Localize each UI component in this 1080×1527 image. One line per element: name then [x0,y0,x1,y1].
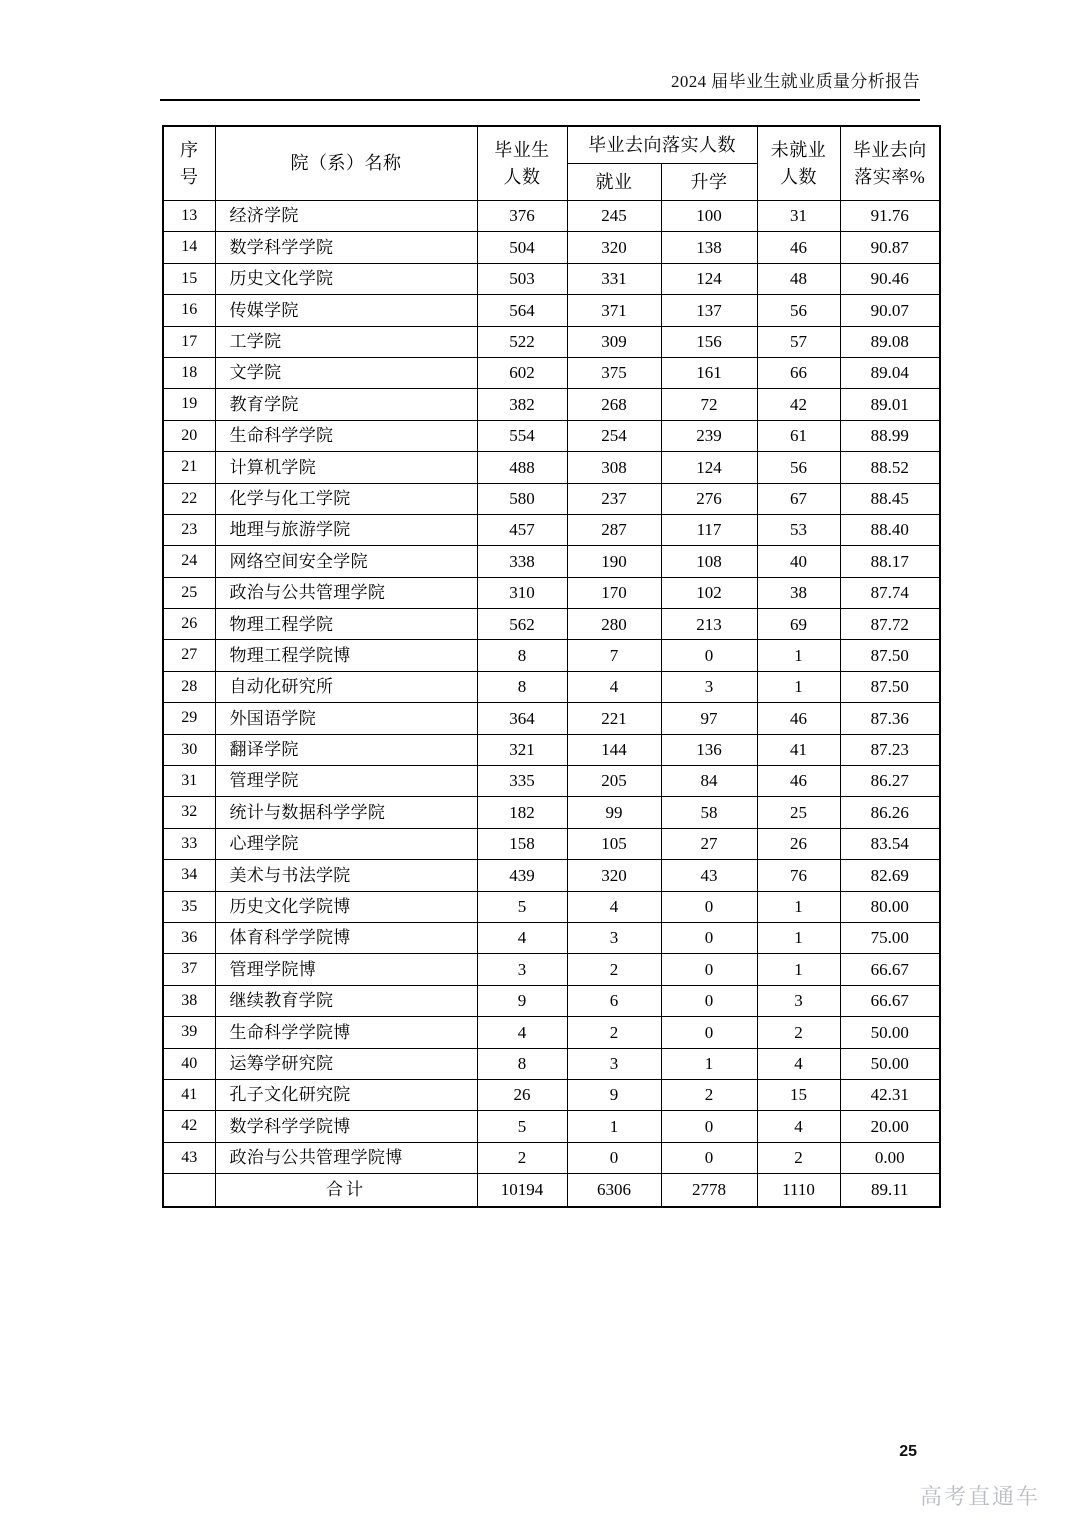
cell-index: 14 [163,232,215,263]
cell-graduates: 335 [477,766,567,797]
table-row [163,577,940,608]
cell-further-study: 0 [661,1142,757,1173]
cell-further-study: 72 [661,389,757,420]
cell-further-study: 0 [661,891,757,922]
cell-employed: 190 [567,546,661,577]
cell-unemployed: 4 [757,1111,840,1142]
cell-index [163,1174,215,1208]
table-row [163,546,940,577]
cell-index: 23 [163,514,215,545]
cell-further-study: 137 [661,295,757,326]
cell-placement-rate: 89.01 [840,389,940,420]
cell-further-study: 0 [661,640,757,671]
cell-index: 16 [163,295,215,326]
cell-placement-rate: 66.67 [840,985,940,1016]
cell-graduates: 364 [477,703,567,734]
cell-index: 36 [163,922,215,953]
cell-placement-rate: 87.74 [840,577,940,608]
cell-index: 40 [163,1048,215,1079]
table-row [163,797,940,828]
cell-index: 30 [163,734,215,765]
cell-graduates: 8 [477,640,567,671]
column-header-graduates-line2: 人数 [503,166,541,187]
cell-further-study: 43 [661,860,757,891]
cell-further-study: 2 [661,1079,757,1110]
cell-employed: 144 [567,734,661,765]
cell-graduates: 3 [477,954,567,985]
cell-index: 29 [163,703,215,734]
cell-index: 26 [163,609,215,640]
cell-index: 21 [163,452,215,483]
cell-placement-rate: 88.52 [840,452,940,483]
cell-unemployed: 1 [757,922,840,953]
cell-further-study: 124 [661,263,757,294]
cell-index: 32 [163,797,215,828]
cell-graduates: 2 [477,1142,567,1173]
table-row [163,1079,940,1110]
employment-table-container [162,125,927,1208]
cell-further-study: 276 [661,483,757,514]
cell-graduates: 439 [477,860,567,891]
table-row [163,766,940,797]
cell-faculty-name: 外国语学院 [215,703,477,734]
cell-index: 15 [163,263,215,294]
cell-faculty-name: 教育学院 [215,389,477,420]
cell-employed: 287 [567,514,661,545]
cell-faculty-name: 历史文化学院 [215,263,477,294]
table-header-row-1 [163,126,940,164]
cell-faculty-name: 政治与公共管理学院 [215,577,477,608]
cell-unemployed: 38 [757,577,840,608]
cell-placement-rate: 42.31 [840,1079,940,1110]
cell-placement-rate: 89.04 [840,357,940,388]
cell-employed: 2 [567,1017,661,1048]
cell-employed: 105 [567,828,661,859]
cell-placement-rate: 88.17 [840,546,940,577]
cell-placement-rate: 20.00 [840,1111,940,1142]
column-header-further-study: 升学 [661,164,757,201]
cell-further-study: 3 [661,671,757,702]
cell-faculty-name: 数学科学学院博 [215,1111,477,1142]
cell-placement-rate: 80.00 [840,891,940,922]
cell-placement-rate: 0.00 [840,1142,940,1173]
cell-unemployed: 56 [757,295,840,326]
cell-faculty-name: 计算机学院 [215,452,477,483]
cell-faculty-name: 翻译学院 [215,734,477,765]
cell-index: 24 [163,546,215,577]
cell-graduates: 321 [477,734,567,765]
cell-graduates: 8 [477,671,567,702]
cell-further-study: 58 [661,797,757,828]
table-body [163,201,940,1208]
cell-index: 27 [163,640,215,671]
table-row [163,295,940,326]
cell-further-study: 239 [661,420,757,451]
cell-graduates: 504 [477,232,567,263]
cell-further-study: 0 [661,922,757,953]
cell-unemployed: 40 [757,546,840,577]
cell-unemployed: 46 [757,703,840,734]
cell-faculty-name: 孔子文化研究院 [215,1079,477,1110]
running-header: 2024 届毕业生就业质量分析报告 [670,72,920,91]
cell-unemployed: 1 [757,954,840,985]
table-row [163,1017,940,1048]
cell-placement-rate: 88.40 [840,514,940,545]
column-header-index-line1: 序 [180,140,199,161]
cell-employed: 9 [567,1079,661,1110]
cell-graduates: 522 [477,326,567,357]
cell-employed: 245 [567,201,661,232]
cell-faculty-name: 数学科学学院 [215,232,477,263]
cell-faculty-name: 历史文化学院博 [215,891,477,922]
cell-placement-rate: 82.69 [840,860,940,891]
cell-placement-rate: 50.00 [840,1017,940,1048]
cell-faculty-name: 运筹学研究院 [215,1048,477,1079]
cell-placement-rate: 89.11 [840,1174,940,1208]
cell-unemployed: 53 [757,514,840,545]
cell-further-study: 100 [661,201,757,232]
cell-employed: 320 [567,232,661,263]
cell-employed: 371 [567,295,661,326]
cell-employed: 1 [567,1111,661,1142]
cell-unemployed: 1 [757,671,840,702]
cell-graduates: 488 [477,452,567,483]
page-number: 25 [899,1443,917,1460]
table-row [163,326,940,357]
cell-further-study: 117 [661,514,757,545]
cell-placement-rate: 90.07 [840,295,940,326]
cell-graduates: 5 [477,1111,567,1142]
table-row [163,420,940,451]
cell-index: 42 [163,1111,215,1142]
column-header-index-line2: 号 [180,166,199,187]
column-header-rate-line2: 落实率% [854,166,926,187]
cell-further-study: 138 [661,232,757,263]
cell-unemployed: 69 [757,609,840,640]
cell-index: 25 [163,577,215,608]
table-row [163,922,940,953]
cell-placement-rate: 66.67 [840,954,940,985]
cell-faculty-name: 合计 [215,1174,477,1208]
cell-further-study: 124 [661,452,757,483]
header-divider-rule [160,99,920,101]
cell-placement-rate: 87.72 [840,609,940,640]
cell-faculty-name: 网络空间安全学院 [215,546,477,577]
cell-faculty-name: 心理学院 [215,828,477,859]
column-header-employed: 就业 [567,164,661,201]
cell-index: 34 [163,860,215,891]
cell-graduates: 158 [477,828,567,859]
cell-index: 28 [163,671,215,702]
cell-placement-rate: 87.36 [840,703,940,734]
cell-employed: 375 [567,357,661,388]
cell-index: 31 [163,766,215,797]
cell-employed: 7 [567,640,661,671]
cell-faculty-name: 经济学院 [215,201,477,232]
cell-faculty-name: 地理与旅游学院 [215,514,477,545]
column-header-placement-rate [840,126,940,201]
cell-employed: 3 [567,922,661,953]
cell-unemployed: 46 [757,232,840,263]
cell-unemployed: 1 [757,640,840,671]
cell-faculty-name: 美术与书法学院 [215,860,477,891]
cell-further-study: 136 [661,734,757,765]
cell-further-study: 108 [661,546,757,577]
cell-employed: 99 [567,797,661,828]
cell-faculty-name: 文学院 [215,357,477,388]
table-row [163,734,940,765]
cell-placement-rate: 87.50 [840,671,940,702]
cell-employed: 0 [567,1142,661,1173]
cell-placement-rate: 50.00 [840,1048,940,1079]
cell-employed: 6 [567,985,661,1016]
cell-employed: 205 [567,766,661,797]
watermark: 高考直通车 [919,1484,1040,1509]
cell-index: 17 [163,326,215,357]
table-header [163,126,940,201]
cell-faculty-name: 统计与数据科学学院 [215,797,477,828]
cell-graduates: 457 [477,514,567,545]
cell-graduates: 564 [477,295,567,326]
table-row [163,263,940,294]
cell-faculty-name: 生命科学学院 [215,420,477,451]
cell-unemployed: 2 [757,1017,840,1048]
cell-unemployed: 15 [757,1079,840,1110]
cell-placement-rate: 86.27 [840,766,940,797]
cell-placement-rate: 90.46 [840,263,940,294]
cell-placement-rate: 83.54 [840,828,940,859]
cell-graduates: 554 [477,420,567,451]
cell-index: 41 [163,1079,215,1110]
cell-employed: 254 [567,420,661,451]
cell-graduates: 562 [477,609,567,640]
cell-faculty-name: 物理工程学院 [215,609,477,640]
cell-faculty-name: 物理工程学院博 [215,640,477,671]
cell-placement-rate: 90.87 [840,232,940,263]
cell-faculty-name: 体育科学学院博 [215,922,477,953]
table-row [163,609,940,640]
cell-graduates: 580 [477,483,567,514]
column-header-unemployed-line2: 人数 [780,166,817,187]
table-row [163,1142,940,1173]
table-row [163,1048,940,1079]
cell-unemployed: 31 [757,201,840,232]
cell-graduates: 602 [477,357,567,388]
cell-index: 20 [163,420,215,451]
cell-graduates: 5 [477,891,567,922]
cell-further-study: 102 [661,577,757,608]
cell-employed: 237 [567,483,661,514]
cell-graduates: 4 [477,922,567,953]
table-row [163,640,940,671]
table-row [163,389,940,420]
cell-employed: 331 [567,263,661,294]
cell-faculty-name: 传媒学院 [215,295,477,326]
cell-further-study: 161 [661,357,757,388]
cell-graduates: 4 [477,1017,567,1048]
cell-faculty-name: 生命科学学院博 [215,1017,477,1048]
table-row [163,703,940,734]
cell-faculty-name: 化学与化工学院 [215,483,477,514]
cell-graduates: 182 [477,797,567,828]
cell-further-study: 84 [661,766,757,797]
table-row [163,201,940,232]
cell-index: 43 [163,1142,215,1173]
cell-unemployed: 66 [757,357,840,388]
cell-placement-rate: 89.08 [840,326,940,357]
table-row [163,891,940,922]
cell-graduates: 503 [477,263,567,294]
cell-employed: 320 [567,860,661,891]
cell-further-study: 0 [661,1017,757,1048]
cell-unemployed: 61 [757,420,840,451]
cell-faculty-name: 政治与公共管理学院博 [215,1142,477,1173]
column-header-unemployed [757,126,840,201]
cell-graduates: 338 [477,546,567,577]
table-row [163,483,940,514]
cell-employed: 309 [567,326,661,357]
cell-faculty-name: 管理学院 [215,766,477,797]
cell-employed: 280 [567,609,661,640]
cell-employed: 3 [567,1048,661,1079]
cell-unemployed: 56 [757,452,840,483]
cell-unemployed: 41 [757,734,840,765]
cell-faculty-name: 继续教育学院 [215,985,477,1016]
cell-further-study: 0 [661,954,757,985]
table-row [163,232,940,263]
cell-employed: 308 [567,452,661,483]
cell-index: 37 [163,954,215,985]
cell-unemployed: 76 [757,860,840,891]
cell-further-study: 156 [661,326,757,357]
table-row [163,828,940,859]
cell-unemployed: 48 [757,263,840,294]
column-header-faculty-name: 院（系）名称 [215,126,477,201]
cell-employed: 221 [567,703,661,734]
table-row [163,954,940,985]
cell-faculty-name: 工学院 [215,326,477,357]
table-total-row [163,1174,940,1208]
table-row [163,357,940,388]
cell-further-study: 97 [661,703,757,734]
table-row [163,860,940,891]
cell-unemployed: 42 [757,389,840,420]
cell-index: 19 [163,389,215,420]
column-header-graduates-line1: 毕业生 [494,140,550,161]
cell-employed: 4 [567,671,661,702]
cell-employed: 2 [567,954,661,985]
cell-graduates: 376 [477,201,567,232]
cell-graduates: 26 [477,1079,567,1110]
cell-employed: 268 [567,389,661,420]
cell-placement-rate: 87.50 [840,640,940,671]
table-row [163,1111,940,1142]
cell-unemployed: 25 [757,797,840,828]
column-header-unemployed-line1: 未就业 [770,140,827,161]
cell-graduates: 9 [477,985,567,1016]
cell-index: 39 [163,1017,215,1048]
column-header-index [163,126,215,201]
cell-index: 38 [163,985,215,1016]
cell-graduates: 382 [477,389,567,420]
cell-unemployed: 26 [757,828,840,859]
cell-further-study: 27 [661,828,757,859]
cell-index: 35 [163,891,215,922]
cell-faculty-name: 管理学院博 [215,954,477,985]
cell-further-study: 1 [661,1048,757,1079]
cell-employed: 6306 [567,1174,661,1208]
cell-unemployed: 1110 [757,1174,840,1208]
cell-graduates: 8 [477,1048,567,1079]
cell-unemployed: 67 [757,483,840,514]
cell-index: 22 [163,483,215,514]
cell-placement-rate: 91.76 [840,201,940,232]
cell-index: 13 [163,201,215,232]
cell-graduates: 310 [477,577,567,608]
cell-graduates: 10194 [477,1174,567,1208]
cell-employed: 170 [567,577,661,608]
column-header-rate-line1: 毕业去向 [852,140,927,161]
cell-unemployed: 46 [757,766,840,797]
cell-unemployed: 57 [757,326,840,357]
cell-index: 18 [163,357,215,388]
cell-index: 33 [163,828,215,859]
cell-employed: 4 [567,891,661,922]
column-header-placement-group: 毕业去向落实人数 [567,126,757,164]
cell-further-study: 213 [661,609,757,640]
table-row [163,514,940,545]
table-row [163,985,940,1016]
cell-unemployed: 4 [757,1048,840,1079]
cell-faculty-name: 自动化研究所 [215,671,477,702]
cell-further-study: 2778 [661,1174,757,1208]
cell-placement-rate: 75.00 [840,922,940,953]
cell-placement-rate: 87.23 [840,734,940,765]
employment-statistics-table [162,125,941,1208]
cell-further-study: 0 [661,985,757,1016]
table-row [163,671,940,702]
cell-placement-rate: 88.45 [840,483,940,514]
column-header-graduates [477,126,567,201]
cell-unemployed: 2 [757,1142,840,1173]
cell-placement-rate: 86.26 [840,797,940,828]
cell-further-study: 0 [661,1111,757,1142]
cell-unemployed: 3 [757,985,840,1016]
cell-unemployed: 1 [757,891,840,922]
table-row [163,452,940,483]
cell-placement-rate: 88.99 [840,420,940,451]
